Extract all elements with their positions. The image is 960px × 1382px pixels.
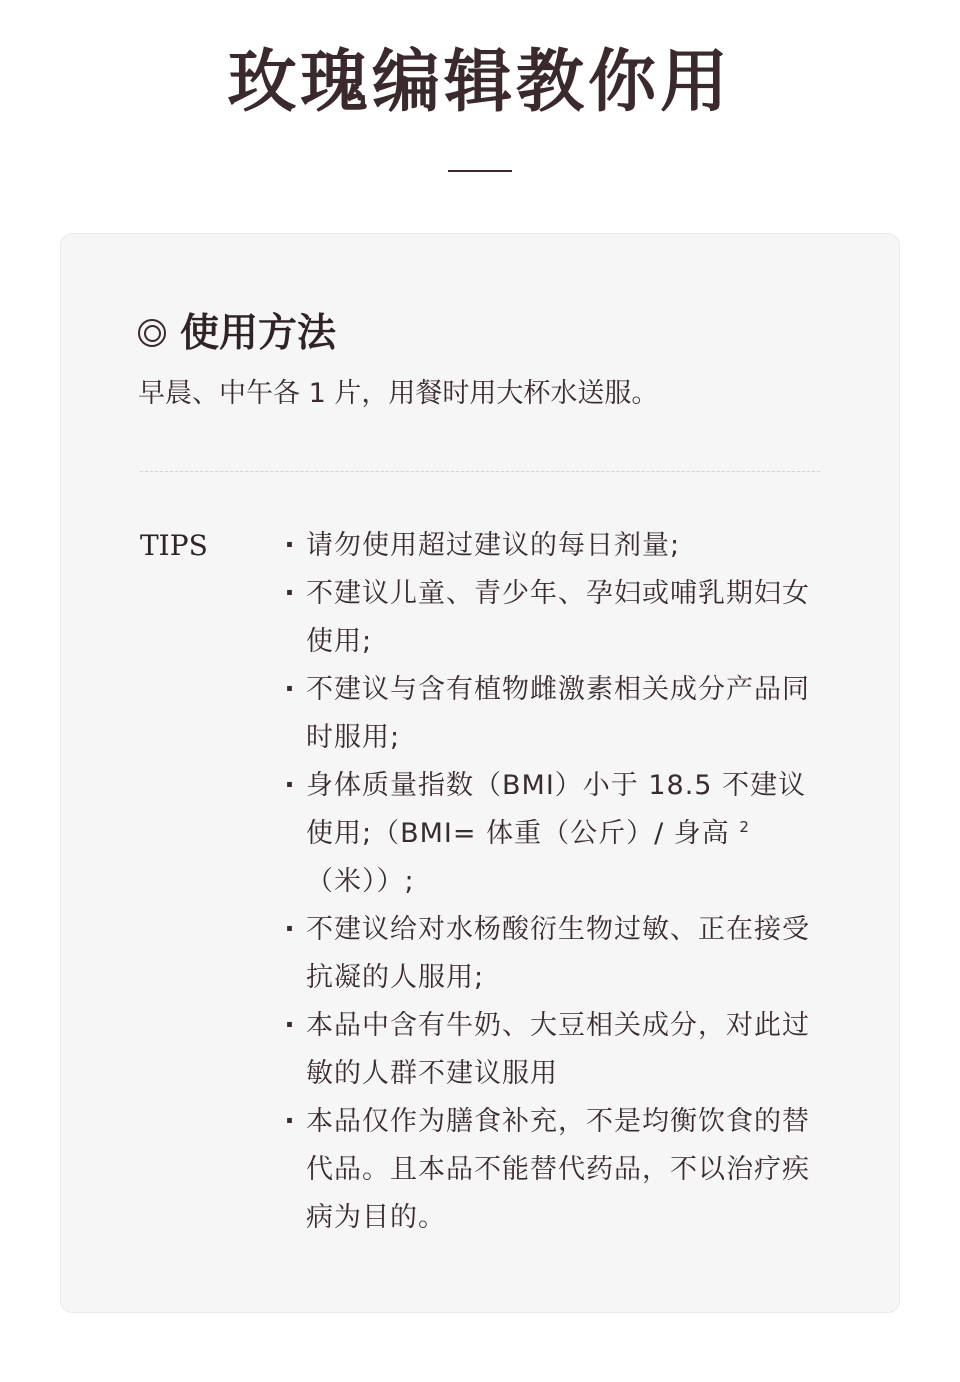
tip-text: 请勿使用超过建议的每日剂量; [306, 530, 681, 561]
tip-text: 不建议给对水杨酸衍生物过敏、正在接受抗凝的人服用; [306, 914, 810, 993]
tip-text: 不建议与含有植物雌激素相关成分产品同时服用; [306, 674, 810, 753]
tip-item [280, 522, 825, 570]
tip-item [280, 1098, 825, 1242]
bullet-icon: · [284, 578, 296, 609]
section-title: 使用方法 [180, 310, 337, 356]
tips-label: TIPS [140, 529, 208, 562]
tip-text: 不建议儿童、青少年、孕妇或哺乳期妇女使用; [306, 578, 810, 657]
tip-item [280, 906, 825, 1002]
dotted-divider [140, 471, 820, 472]
tip-item [280, 1002, 825, 1098]
tip-item [280, 666, 825, 762]
usage-text: 早晨、中午各 1 片，用餐时用大杯水送服。 [138, 378, 659, 409]
double-circle-icon [138, 319, 166, 347]
tip-text: 本品仅作为膳食补充，不是均衡饮食的替代品。且本品不能替代药品，不以治疗疾病为目的。 [306, 1106, 810, 1233]
tip-text: 身体质量指数（BMI）小于 18.5 不建议使用;（BMI= 体重（公斤）/ 身高 [306, 770, 807, 849]
tip-text: 本品中含有牛奶、大豆相关成分，对此过敏的人群不建议服用 [306, 1010, 810, 1089]
page-title: 玫瑰编辑教你用 [227, 42, 732, 122]
bullet-icon: · [284, 1010, 296, 1041]
bullet-icon: · [284, 674, 296, 705]
bullet-icon: · [284, 770, 296, 801]
bullet-icon: · [284, 1106, 296, 1137]
superscript: 2 [739, 818, 750, 836]
tips-list [280, 522, 825, 1242]
tip-item [280, 570, 825, 666]
tip-item [280, 762, 825, 906]
title-divider [448, 170, 512, 172]
bullet-icon: · [284, 530, 296, 561]
section-heading [138, 308, 336, 358]
bullet-icon: · [284, 914, 296, 945]
tip-text-tail: （米））; [306, 866, 415, 897]
